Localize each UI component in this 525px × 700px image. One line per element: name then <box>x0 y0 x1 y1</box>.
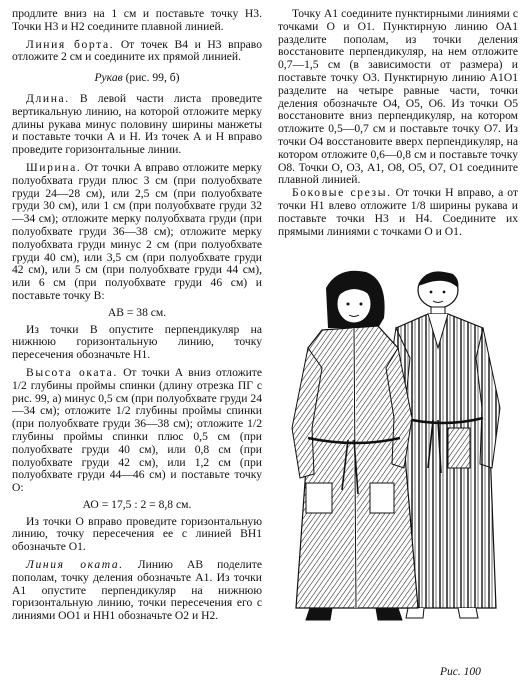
girl-figure <box>292 271 418 620</box>
right-column <box>278 8 518 238</box>
shirina-heading: Ширина. <box>26 160 82 174</box>
liniya-heading: Линия оката. <box>26 558 124 572</box>
coat-illustration <box>278 268 518 663</box>
bort-paragraph <box>12 39 262 65</box>
rukav-ref: (рис. 99, б) <box>125 71 180 85</box>
okat-text: От точки А вниз отложите 1/2 глубины проймы спинки (длину отрезка ПГ с рис. 99, а) минус 0,5 см (при полуобхвате груди 24—34 см); отложите 1/2 глубины проймы спинки (при полуобхвате груди 36—38 см); отложите 1/2 глубины проймы спинки плюс 0,5 см (при полуобхвате груди 40 см), или 0,8 см (при полуобхвате груди 42 см), или 1,2 см (при полуобхвате груди 44—46 см) и поставьте точку О: <box>12 365 263 495</box>
formula-ao: АО = 17,5 : 2 = 8,8 см. <box>82 497 192 511</box>
right-paragraph-1: Точку А1 соедините пунктирными линиями с точками О и О1. Пунктирную линию ОА1 разделите пополам, из точки деления восстановите перпендикуляр, на нем отложите 0,7—1,5 см (в зависимости от размера) и поставьте точку О3. Пунктирную линию А1О1 разделите на четыре равные части, точки деления обозначьте О4, О5, О6. Из точки О5 восстановите вниз перпендикуляр, на котором отложите 0,5—0,7 см и поставьте точку О7. Из точки О4 восстановите вверх перпендикуляр, на котором отложите 0,6—0,8 см и поставьте точку О8. Точки О, О3, А1, О8, О5, О7, О1 соедините плавной линией. <box>278 7 518 187</box>
okat-paragraph <box>12 367 262 495</box>
o-paragraph: Из точки О вправо проведите горизонтальную линию, точку пересечения ее с линией ВН1 обозначьте О1. <box>12 514 262 554</box>
dlina-paragraph <box>12 93 262 157</box>
shirina-text: От точки А вправо отложите мерку полуобхвата груди плюс 3 см (при полуобхвате груди 24—28 см), или 2,5 см (при полуобхвате груди 30 см), или 1 см (при полуобхвате груди 32—34 см); отложите мерку полуобхвата груди (при полуобхвате груди 36—38 см); отложите мерку полуобхвата груди минус 2 см (при полуобхвате груди 40 см), или 3,5 см (при полуобхвате груди 42 см), или 5 см (при полуобхвате груди 44 см), или 6 см (при полуобхвате груди 46 см) и поставьте точку В: <box>12 160 262 302</box>
okat-heading: Высота оката. <box>26 365 118 379</box>
liniya-paragraph <box>12 559 262 623</box>
side-paragraph <box>278 187 518 238</box>
left-column <box>12 8 262 623</box>
shirina-paragraph <box>12 162 262 303</box>
bort-heading: Линия борта. <box>26 37 115 51</box>
perp-paragraph: Из точки В опустите перпендикуляр на нижнюю горизонтальную линию, точку пересечения обозначьте Н1. <box>12 322 262 362</box>
formula-ab: АВ = 38 см. <box>107 305 167 319</box>
side-text: От точки Н вправо, а от точки Н1 влево отложите 1/8 ширины рукава и поставьте точки Н3 и Н4. Соедините их прямыми линиями с точками О и О1. <box>278 186 518 238</box>
bort-text: От точек В4 и Н3 вправо отложите 2 см и соедините их прямой линией. <box>12 37 262 64</box>
dlina-heading: Длина. <box>26 91 70 105</box>
rukav-title-text: Рукав <box>94 71 123 85</box>
dlina-text: В левой части листа проведите вертикальную линию, на которой отложите мерку длины рукава минус половину ширины манжеты и поставьте точки А и Н. Из точек А и Н вправо проведите горизонтальные линии. <box>12 91 262 157</box>
intro-paragraph: продлите вниз на 1 см и поставьте точку Н3. Точки Н3 и Н2 соедините плавной линией. <box>12 7 262 33</box>
figure-caption: Рис. 100 <box>440 666 481 678</box>
rukav-title <box>12 72 262 85</box>
side-heading: Боковые срезы. <box>292 186 392 200</box>
liniya-text: Линию АВ поделите пополам, точку деления обозначьте А1. Из точки А1 опустите перпендикуляр на нижнюю горизонтальную линию, точки пересечения его с линиями ОО1 и НН1 обозначьте О2 и Н2. <box>12 558 262 623</box>
